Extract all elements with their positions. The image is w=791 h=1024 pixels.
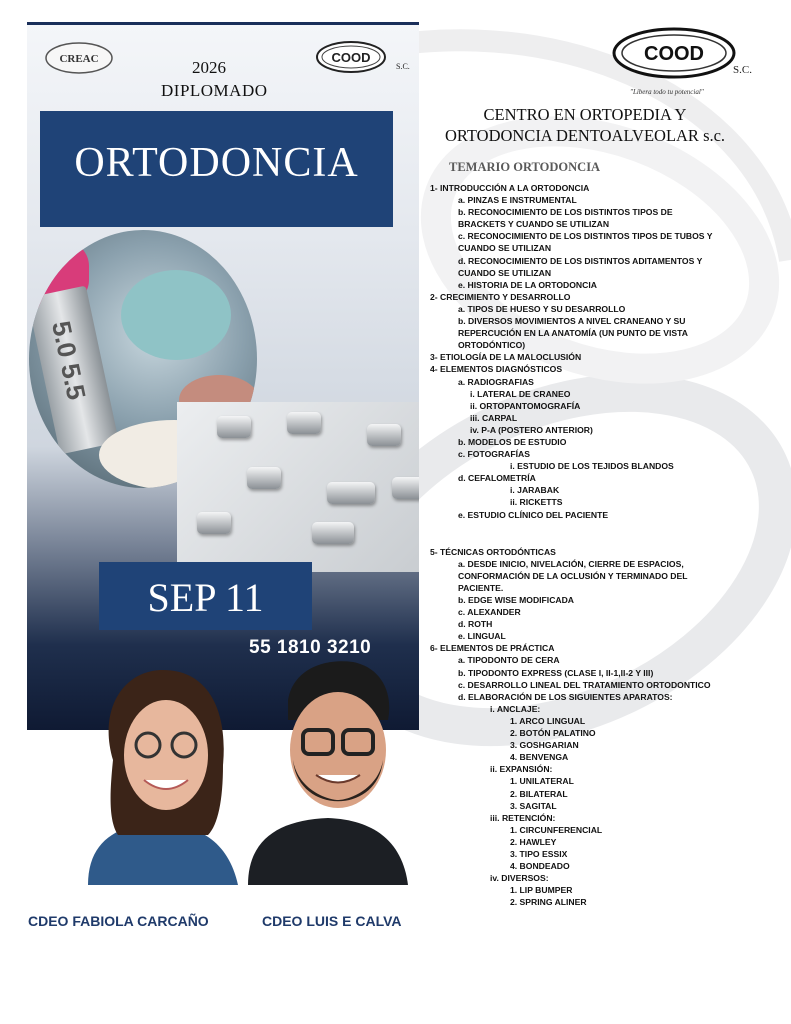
course-poster — [27, 22, 419, 730]
syllabus-item: iv. P-A (POSTERO ANTERIOR) — [470, 424, 593, 435]
syllabus-item: 1. ARCO LINGUAL — [510, 715, 586, 726]
start-date: SEP 11 — [147, 575, 264, 620]
bracket-image — [392, 477, 419, 499]
syllabus-list — [430, 182, 730, 908]
bracket-image — [327, 482, 375, 504]
date-banner — [99, 562, 312, 630]
brackets-photo — [177, 402, 419, 572]
center-name-line2: ORTODONCIA DENTOALVEOLAR s.c. — [444, 126, 726, 145]
title-banner — [40, 111, 393, 227]
syllabus-item: 3- ETIOLOGÍA DE LA MALOCLUSIÓN — [430, 352, 582, 363]
syllabus-item: e. LINGUAL — [458, 631, 506, 642]
syllabus-item: b. TIPODONTO EXPRESS (CLASE I, II-1,II-2 Y III) — [458, 667, 654, 678]
bracket-image — [287, 412, 321, 434]
syllabus-item: a. TIPODONTO DE CERA — [458, 655, 560, 666]
syllabus-item: 6- ELEMENTOS DE PRÁCTICA — [430, 643, 555, 654]
syllabus-item: 4. BONDEADO — [510, 861, 570, 872]
syllabus-item: 1- INTRODUCCIÓN A LA ORTODONCIA — [430, 183, 590, 193]
cood-sc-small: S.C. — [396, 62, 410, 71]
syllabus-item: 3. GOSHGARIAN — [510, 740, 579, 751]
syllabus-item: ii. EXPANSIÓN: — [490, 764, 553, 775]
syllabus-item: a. PINZAS E INSTRUMENTAL — [458, 195, 577, 206]
year: 2026 — [192, 58, 226, 77]
syllabus-item: b. EDGE WISE MODIFICADA — [458, 595, 575, 605]
syllabus-item: i. LATERAL DE CRANEO — [470, 388, 571, 399]
syllabus-item: iii. CARPAL — [470, 412, 518, 423]
bracket-image — [312, 522, 354, 544]
gauge-tool — [29, 286, 119, 455]
instructor-name-right: CDEO LUIS E CALVA — [262, 913, 402, 929]
center-name — [430, 104, 740, 146]
syllabus-item: b. DIVERSOS MOVIMIENTOS A NIVEL CRANEANO Y SU REPERCUCIÓN EN LA ANATOMÍA (UN PUNTO DE VISTA ORTODÓNTICO) — [458, 316, 688, 351]
syllabus-item: 1. LIP BUMPER — [510, 885, 573, 896]
syllabus-item: a. DESDE INICIO, NIVELACIÓN, CIERRE DE ESPACIOS, CONFORMACIÓN DE LA OCLUSIÓN Y TERMINADO DEL PACIENTE. — [458, 558, 688, 593]
poster-top-rule — [27, 22, 419, 25]
syllabus-item: 2- CRECIMIENTO Y DESARROLLO — [430, 291, 571, 302]
syllabus-item: c. FOTOGRAFÍAS — [458, 449, 530, 460]
instructor-name-left: CDEO FABIOLA CARCAÑO — [28, 913, 209, 929]
bracket-image — [367, 424, 401, 446]
syllabus-item: 2. SPRING ALINER — [510, 897, 587, 908]
tool-marks: 5.0 5.5 — [45, 318, 92, 403]
syllabus-item: 4. BENVENGA — [510, 752, 569, 763]
syllabus-item: b. MODELOS DE ESTUDIO — [458, 436, 567, 447]
syllabus-item: 1. UNILATERAL — [510, 776, 574, 787]
syllabus-item: d. RECONOCIMIENTO DE LOS DISTINTOS ADITAMENTOS Y CUANDO SE UTILIZAN — [458, 255, 703, 278]
syllabus-item: i. ESTUDIO DE LOS TEJIDOS BLANDOS — [510, 461, 674, 472]
syllabus-item: d. ROTH — [458, 619, 493, 630]
syllabus-item: e. ESTUDIO CLÍNICO DEL PACIENTE — [458, 509, 609, 520]
syllabus-item: iv. DIVERSOS: — [490, 873, 549, 884]
syllabus-item: e. HISTORIA DE LA ORTODONCIA — [458, 279, 597, 290]
syllabus-item: ii. ORTOPANTOMOGRAFÍA — [470, 400, 581, 411]
cood-logo-small — [315, 39, 387, 75]
syllabus-item: a. TIPOS DE HUESO Y SU DESARROLLO — [458, 303, 626, 314]
syllabus-item: i. JARABAK — [510, 485, 560, 496]
tagline: "Libera todo tu potencial" — [630, 88, 704, 96]
syllabus-item: ii. RICKETTS — [510, 497, 563, 508]
instructors-photo — [48, 640, 408, 885]
syllabus-item: d. ELABORACIÓN DE LOS SIGUIENTES APARATOS: — [458, 691, 673, 702]
syllabus-title: TEMARIO ORTODONCIA — [449, 160, 601, 174]
syllabus-item: c. ALEXANDER — [458, 607, 521, 618]
syllabus-item: i. ANCLAJE: — [490, 703, 541, 714]
svg-text:CREAC: CREAC — [59, 53, 99, 65]
mask-shape — [121, 270, 231, 360]
cood-logo — [612, 26, 736, 80]
svg-text:COOD: COOD — [331, 50, 371, 65]
diplomado-label: DIPLOMADO — [161, 81, 268, 100]
syllabus-item: 2. HAWLEY — [510, 836, 557, 847]
syllabus-item: 5- TÉCNICAS ORTODÓNTICAS — [430, 546, 556, 557]
center-name-line1: CENTRO EN ORTOPEDIA Y — [483, 105, 687, 124]
syllabus-item: iii. RETENCIÓN: — [490, 812, 556, 823]
course-title: ORTODONCIA — [74, 140, 359, 186]
syllabus-item: 2. BOTÓN PALATINO — [510, 728, 596, 739]
bracket-image — [217, 416, 251, 438]
svg-text:COOD: COOD — [644, 43, 704, 65]
instructor-right-figure — [248, 661, 408, 885]
syllabus-item: b. RECONOCIMIENTO DE LOS DISTINTOS TIPOS DE BRACKETS Y CUANDO SE UTILIZAN — [458, 207, 673, 230]
syllabus-item: 4- ELEMENTOS DIAGNÓSTICOS — [430, 364, 563, 375]
syllabus-item: c. DESARROLLO LINEAL DEL TRATAMIENTO ORTODONTICO — [458, 679, 711, 690]
cood-sc: S.C. — [733, 64, 752, 76]
bracket-image — [197, 512, 231, 534]
phone-number: 55 1810 3210 — [249, 637, 372, 658]
syllabus-item: 3. TIPO ESSIX — [510, 848, 568, 859]
syllabus-item: c. RECONOCIMIENTO DE LOS DISTINTOS TIPOS DE TUBOS Y CUANDO SE UTILIZAN — [458, 231, 713, 254]
bracket-image — [247, 467, 281, 489]
syllabus-item: 3. SAGITAL — [510, 800, 557, 811]
syllabus-spacer — [430, 521, 730, 546]
creac-logo — [44, 40, 114, 76]
instructor-left-figure — [88, 670, 238, 885]
syllabus-item: d. CEFALOMETRÍA — [458, 473, 536, 484]
syllabus-item: 2. BILATERAL — [510, 788, 568, 799]
syllabus-item: a. RADIOGRAFIAS — [458, 376, 534, 387]
syllabus-item: 1. CIRCUNFERENCIAL — [510, 824, 603, 835]
